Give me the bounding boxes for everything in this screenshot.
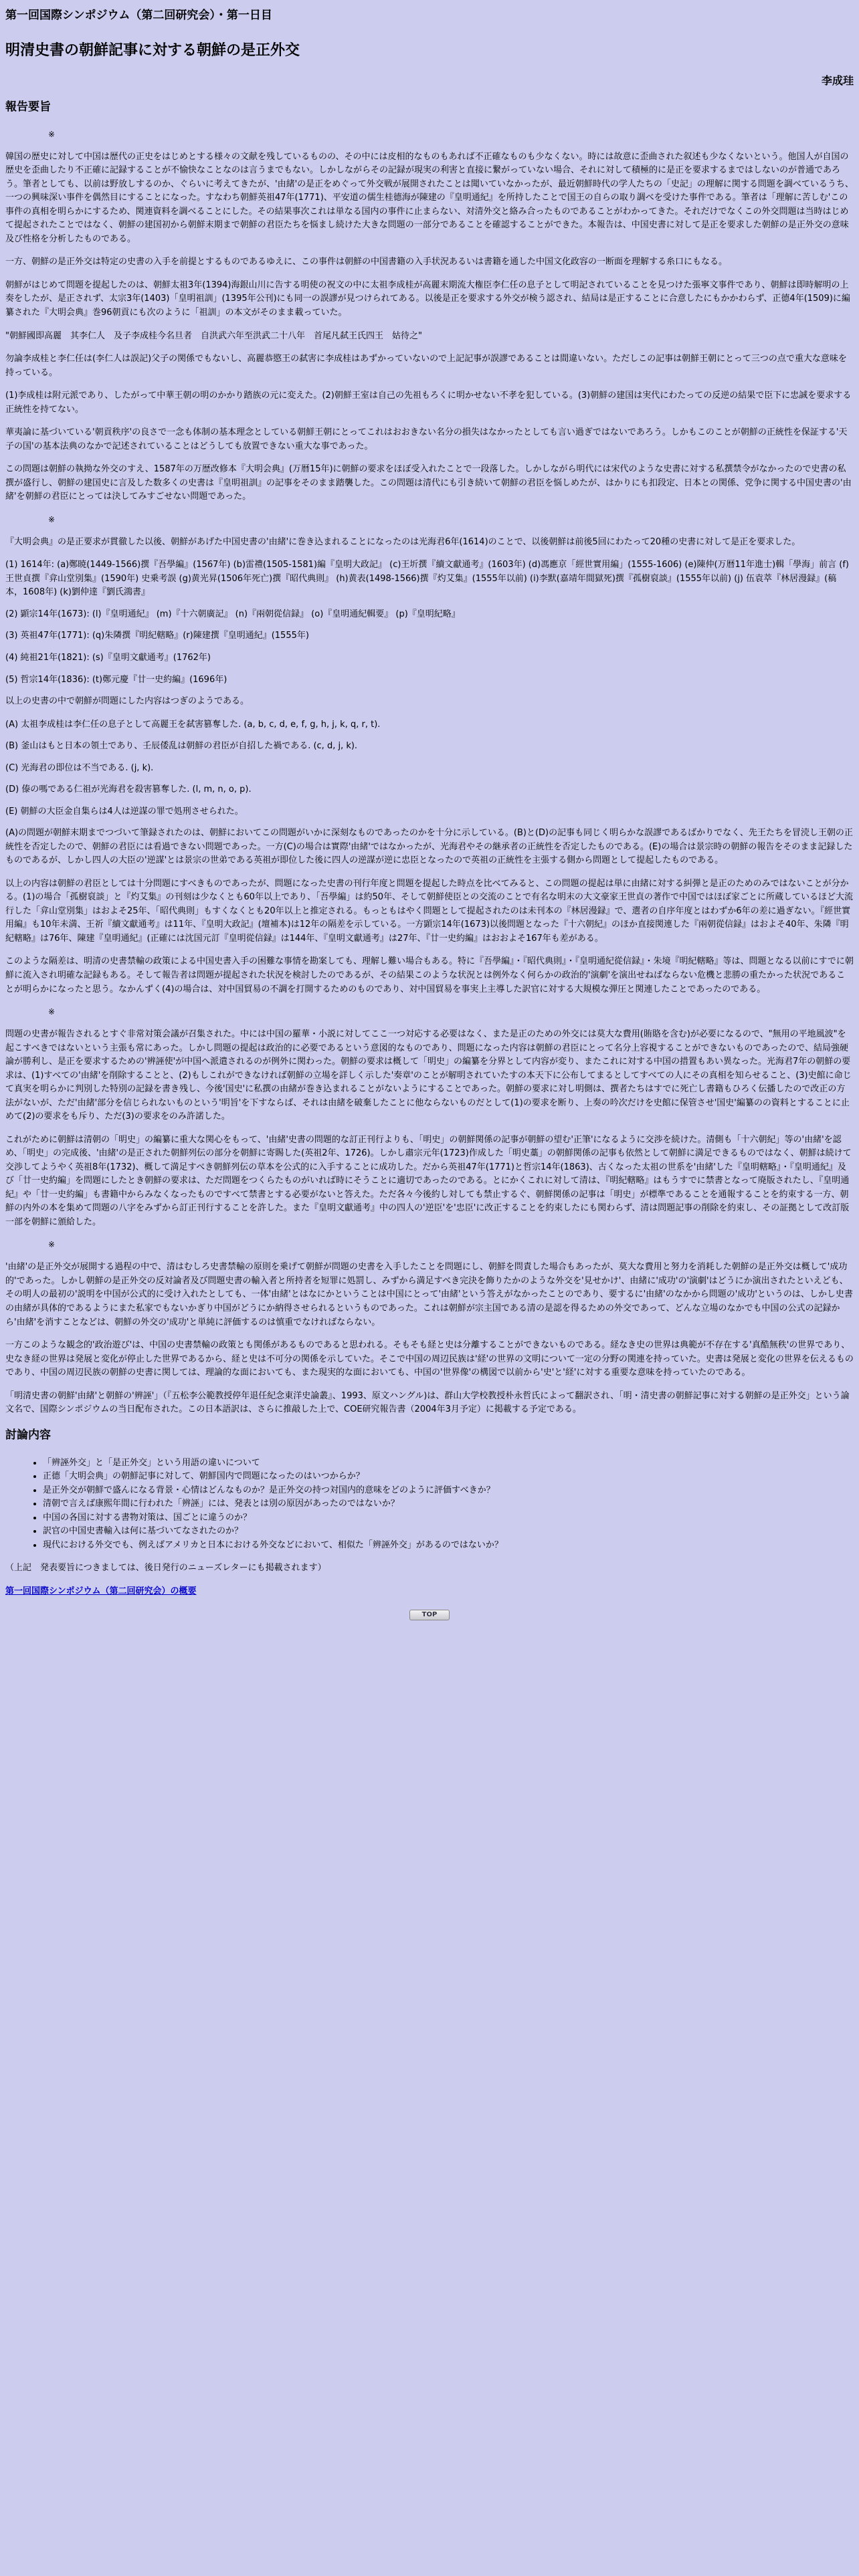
summary-paragraph: 華夷論に基づいている'朝貢秩序'の良さで一念も体制の基本理念としている朝鮮王朝にとってこれはおおきない名分の損失はなかったとしても言い過ぎではないであろう。しかもこのことが朝鮮の正統性を保証する'天子の国'の基本法典のなかで記述されていることはどうしても放置できない重大な事であった。	[5, 427, 848, 451]
citation-item: (3) 英祖47年(1771): (q)朱隣撰『明紀轄略』(r)陳建撰『皇明通紀』(1555年)	[5, 631, 309, 641]
section-divider: ※	[48, 1007, 56, 1017]
citation-item: (5) 哲宗14年(1836): (t)鄭元慶『廿一史約編』(1696年)	[5, 674, 227, 685]
quoted-text: "朝鮮國即高麗 其李仁人 及子李成桂今名旦者 自洪武六年至洪武二十八年 首尾凡弑王氏四王 姑待之"	[5, 330, 422, 341]
citation-item: (2) 顕宗14年(1673): (l)『皇明通紀』 (m)『十六朝廣記』 (n)『兩朝從信録』 (o)『皇明通紀輯要』 (p)『皇明紀略』	[5, 609, 460, 619]
list-item: • 正德「大明会典」の朝鮮記事に対して、朝鮮国内で問題になったのはいつからか？	[43, 1470, 854, 1484]
symposium-overview-link[interactable]: 第一回国際シンポジウム（第二回研究会）の概要	[5, 1586, 197, 1596]
summary-paragraph: 問題の史書が報告されるとすぐ非常対策会議が召集された。中には中国の羅華・小説に対してここ一つ対応する必要はなく、また是正のための外交には莫大な費用(賄賂を含む)が必要になるので、"無用の平地風波"を起こすべきではないという主張も常にあった。しかし問題の提起は政治的に必要であるという意図的なものであり、問題になった内容は朝鮮の君臣にとって名分上容視することができないものであったので、結局強硬論が勝利し、是正を要求するための'辨誣使'が中国へ派遣されるのが例外に関わった。朝鮮の要求は概して「明史」の編纂を分界として内容が変り、またこれに対する中国の措置もあい異なった。光海君7年の朝鮮の要求は、(1)すべての'由緒'を削除することと、(2)もしこれができなければ朝鮮の立場を詳しく示した'奏章'のことが解明されていたすの本天下に公布してまるとしてすべての人にその真相を知らせること、(3)史館に命じて真実を明らかに判別した特別の記録を書き残し、今後'国史'に私撰の由緒が巻き込まれることがないようにすることであった。朝鮮の要求に対し明側は、撰者たちはすでに死亡し書籍もひろく伝播したので改正の方法がないが、ただ'由緒'部分を信じられないものという'明旨'を下すならば、それは由緒を破棄したことに他ならないものだとして(1)の要求を断り、上奏の吟次だけを史館に保管させ'国史'編纂のの資料とすることに止めて(2)の要求をも斥り、ただ(3)の要求をのみ許諾した。	[5, 1029, 852, 1122]
summary-paragraph: この問題は朝鮮の執拗な外交のすえ、1587年の万歴改修本『大明会典』(万暦15年)に朝鮮の要求をほぼ受入れたことで一段落した。しかしながら明代には宋代のような史書に対する私撰禁令がなかったので史書の私撰が盛行し、朝鮮の建国史に言及した数多くの史書は『皇明祖訓』の記事をそのまま踏襲した。この問題は清代にも引き続いて朝鮮の君臣を悩しめたが、はかりにも扣段定、日本との関係、党争に関する中国史書の'由緒'を朝鮮の君臣にとっては決してみすごせない問題であった。	[5, 464, 852, 502]
issue-item: (D) 傣の嗎である仁祖が光海君を殺害篡奪した. (l, m, n, o, p).	[5, 784, 252, 795]
newsletter-note: （上記 発表要旨につきましては、後日発行のニューズレターにも掲載されます）	[5, 1563, 326, 1574]
conference-title: 第一回国際シンポジウム（第二回研究会）・第一日目	[5, 9, 272, 22]
top-button-wrap	[5, 1608, 854, 1622]
summary-paragraph: (1)李成桂は附元派であり、したがって中華王朝の明のかかり踏族の元に変えた。(2)朝鮮王室は自己の先祖もろくに明かせない不孝を犯している。(3)朝鮮の建国は実代にわたっての反逆の結果で臣下に忠誠を要求する正統性を持てない。	[5, 391, 852, 415]
section-divider: ※	[48, 514, 56, 524]
issue-item: (A) 太祖李成桂は李仁任の息子として高麗王を弑害篡奪した. (a, b, c, d, e, f, g, h, j, k, q, r, t).	[5, 719, 381, 730]
summary-paragraph: これがために朝鮮は清朝の「明史」の編纂に重大な関心をもって、'由緒'史書の問題的な訂正刊行よりも、「明史」の朝鮮関係の記事が朝鮮の望む'正筆'になるように交渉を続けた。清側も「十六朝紀」等の'由緒'を認め、「明史」の完成後、'由緒'の是正された朝鮮列伝の部分を朝鮮に寄賜した(英祖2年、1726)。しかし肅宗元年(1723)作成した「明史藁」の朝鮮関係の記事も依然として朝鮮に満足できるものではなく、朝鮮は続けて交渉してようやく英祖8年(1732)、概して満足すべき朝鮮列伝の草本を公式的に入手することに成功した。だから英祖47年(1771)と哲宗14年(1863)、古くなった太祖の世系を'由緒'した『皇明轄略』・『皇明通紀』及び「廿一史約編」を問題にしたとき朝鮮の要求は、ただ問題をつくらたものがいれば時にそうことに適切であったのである。とにかくこれに対して清は、『明紀轄略』はもうすでに禁書となって廃版されたし、『皇明通紀』や「廿一史約編」も書籍中からみなくなったものですべて禁書とする必要がないと答えた。ただ各々今後約し対しても禁止するぐ、朝鮮関係の記事は「明史」が標準であることを通報することを約束する一方、朝鮮の内外の本を集めて問題の八字をみずから訂正刊行することを許した。また『皇明文獻通考』中の四人の'逆臣'を'忠臣'に改正することを約束したにも関わらず、清は問題記事の削除を約束し、その証拠として改訂版一部を朝鮮に頒給した。	[5, 1134, 852, 1227]
list-item: • 中国の各国に対する書物対策は、国ごとに違うのか？	[43, 1511, 854, 1525]
section-divider: ※	[48, 1240, 56, 1250]
issue-item: (B) 釜山はもと日本の領土であり、壬辰倭乱は朝鮮の君臣が自招した禍である. (c, d, j, k).	[5, 741, 358, 752]
citation-item: (4) 純祖21年(1821): (s)『皇明文獻通考』(1762年)	[5, 652, 211, 663]
list-item: • 是正外交が朝鮮で盛んになる背景・心情はどんなものか？是正外交の持つ対国内的意味をどのように評価すべきか？	[43, 1484, 854, 1498]
paper-title: 明清史書の朝鮮記事に対する朝鮮の是正外交	[5, 41, 300, 59]
summary-paragraph: 一方このような観念的'政治遊び'は、中国の史書禁輸の政策とも関係があるものであると思われる。そもそも経と史は分離することができないものである。経なき史の世界は典範が不存在する'真酷無秩'の世界であり、史なき経の世界は発展と変化が停止した世界であるから、経と史は不可分の関係を示していた。そこで中国の周辺民族は'経'の世界の文明について一定の分野の関連を持っていた。史書は発展と変化の世界を伝えるものであり、中国の周辺民族の朝鮮の史書に関しては、理論的な面においても、また現実的な面においても、中国の'世界像'の構図で以前から'史'と'経'に対する重要な意味を持っていたのである。	[5, 1340, 854, 1378]
summary-paragraph: (A)の問題が朝鮮末期までつづいて筆録されたのは、朝鮮においてこの問題がいかに深刻なものであったのかを十分に示している。(B)と(D)の記事も同じく明らかな誤謬であるばかりでなく、先王たちを冒涜し王朝の正統性を否定したので、朝鮮の君臣には看過できない問題であった。一方(C)の場合は實際'由緒'ではなかったが、光海君やその継承者の正統性を否定したものである。(E)の場合は景宗時の朝鮮の報告をそのまま記録したものであるが、しかし四人の大臣の'逆謀'とは景宗の世弟である英祖が即位した後に四人の逆謀が逆に忠臣となったので英祖の正統性を主張する側から問題として提起したものである。	[5, 828, 853, 866]
summary-paragraph: 一方、朝鮮の是正外交は特定の史書の入手を前提とするものであるゆえに、この事件は朝鮮の中国書籍の入手状況あるいは書籍を通した中国文化政容の一断面を理解する糸口にもなる。	[5, 257, 728, 267]
summary-paragraph: 韓国の歴史に対して中国は歴代の正史をはじめとする様々の文献を残しているものの、その中には皮相的なものもあれば不正確なものも少なくない。時には故意に歪曲された叙述も少なくないという。他国人が自国の歴史を歪曲したり不正確に記録することが不愉快なことなのは言うまでもない。しかしながらその記録が現実の利害と直接に繋がっていない場合、それに対して積極的に是正を要求するまではしないのが普通であろう。筆者としても、以前は野放しするのか、ぐらいに考えてきたが、'由緒'の是正をめぐって外交戦が展開されたことは聞いていなかったが、最近朝鮮時代の学人たちの「史記」の理解に関する問題を調べているうち、一つの興味深い事件を偶然目にすることになった。すなわち朝鮮英祖47年(1771)、平安道の儒生桂德海が陳建の『皇明通紀』を所持したことで国王の自らの取り調べを受けた事件である。筆者は「理解に苦しむ'この事件の真相を明らかにするため、関連資料を調べることにした。その結果事次これは単なる国内の事件に止まらない、対清外交と絡み合ったものであることがわかってきた。それだけでなくこの外交問題は当時はじめて提起されたことではなく、朝鮮の建国初から朝鮮末期まで朝鮮の君臣たちを悩まし続けた大きな問題の一部分であることを確認することができた。本報告は、中国史書に対して是正を要求した朝鮮の是正外交の意味及び性格を分析したものである。	[5, 151, 854, 244]
summary-paragraph: 朝鮮がはじめて問題を提起したのは、朝鮮太祖3年(1394)海銀山川に告する明使の祝文の中に太祖李成桂が高麗末期流大権臣李仁任の息子として明記されていることを見つけた張寧文事件であり、朝鮮は即時解明の上奏をしたが、是正されず、太宗3年(1403)「皇明祖訓」(1395年公刊)にも同一の誤謬が見つけられてある。以後是正を要求する外交が検う認され、結局は是正することに合意したにもかかわらず、正德4年(1509)に編纂された『大明会典』巻96朝貢にも次のように「祖訓」の本文がそのまま載っていた。	[5, 280, 850, 318]
summary-paragraph: このような隔差は、明清の史書禁輸の政策による中国史書入手の困難な事情を勘案しても、理解し難い場合もある。特に『吾學編』・『昭代典則』・『皇明通紀從信録』・朱境『明紀轄略』等は、問題となる以前にすでに朝鮮に流入され明確な記録もある。そして報告者は問題が提起された状況を検討したのであるが、その結果このような状況とは例外なく何らかの政治的'演劇'を演出せねばならない危機と悲勝の重たかった状況であることが明らかになったと思う。なかんずく(4)の場合は、対中国貿易の不調を打開するためのものであり、対中国貿易を事実上主導した訳官に対する大規模な弾圧と関連したことであったのである。	[5, 956, 854, 994]
summary-paragraph: 以上の内容は朝鮮の君臣としては十分問題にすべきものであったが、問題になった史書の刊行年度と問題を提起した時点を比べてみると、この問題の提起は単に由緒に対する糾弾と是正のためのみではないことが分かる。(1)の場合「孤樹裒談」と『灼艾集』の刊刻は少なくとも60年以上であり、「吾學編」は約50年、そして朝鮮使臣との交流のことで有名な明末の大文豪家王世貞の著作で中国ではほぼ家ごとに所蔵しているほど大流行した「弇山堂別集」はおよそ25年、「昭代典則」もすくなくとも20年以上と推定される。もっともはやく問題として提起されたのは未刊本の『林居漫録』で、選者の自序年度とはわずか6年の差に過ぎない。『經世實用編』も10年未満、王祈『續文獻通考』は11年、『皇明大政記』(壇補本)は12年の隔差を示している。一方顕宗14年(1673)以後問題となった『十六朝紀』のほか直接関連した『兩朝從信録』はおよそ40年、朱隣『明紀轄略』は76年、陳建『皇明通紀』(正確には沈国元訂『皇明從信録』は144年、『皇明文獻通考』は27年、『廿一史約編』はおおよそ167年も差がある。	[5, 878, 853, 944]
summary-heading: 報告要旨	[5, 100, 51, 114]
summary-paragraph: '由緒'の是正外交が展開する過程の中で、清はむしろ史書禁輸の原則を乗げて朝鮮が問題の史書を入手したことを問題にし、朝鮮を問責した場合もあったが、莫大な費用と努力を消耗した朝鮮の是正外交は概して'成功的'であった。しかし朝鮮の是正外交の反対論者及び問題史書の輸入者と所持者を短罪に処罰し、みずから満足すべき完決を飾りたかのような外交を'見せかけ'、由緒に'成功'の'演劇'はどうにか演出されたといえども、その明人の最初の'説明を中国が公式的に受け入れたとしても、一体'由緒'とはなにかということは中国にとって'由緒'という答えがなかったことのであり、要するに'由緒'のなかから問題の'成功'というのは、しかし史書の由緒が具体的であるようにまた私家でもないかぎり中国がどうにか納得させられるというものであった。これは朝鮮が宗主国である清の是認を得るための外交であって、どんな立場のなかでも中国の公式の記録から'由緒'を消すことなどは、朝鮮の外交の'成功'と単純に評価するのは慎重でなければならない。	[5, 1262, 853, 1327]
summary-paragraph: 以上の史書の中で朝鮮が問題にした内容はつぎのようである。	[5, 696, 250, 707]
citation-item: (1) 1614年: (a)鄭暁(1449-1566)撰『吾學編』(1567年) (b)雷禮(1505-1581)編『皇明大政記』 (c)王圻撰『續文獻通考』(1603年) (d)馮應京「經世實用編」(1555-1606) (e)陳仲(万暦11年進士)輯「學海」前言 (f)王世貞撰『弇山堂別集』(1590年) 史乗考誤 (g)黄光昇(1506年死亡)撰『昭代典則』 (h)黄表(1498-1566)撰『灼艾集』(1555年以前) (i)李默(嘉靖年間獄死)撰『孤樹裒談』(1555年以前) (j) 伍袁萃『林居漫録』(稿本，1608年) (k)劉仲達『劉氏鴻書』	[5, 560, 850, 598]
discussion-list	[5, 1457, 854, 1553]
list-item: • 「辨誣外交」と「是正外交」という用語の違いについて	[43, 1457, 854, 1471]
issue-item: (E) 朝鮮の大臣金自集らは4人は逆謀の罪で処刑させられた。	[5, 806, 244, 817]
list-item: • 訳官の中国史書輸入は何に基づいてなされたのか？	[43, 1525, 854, 1539]
discussion-heading: 討論内容	[5, 1428, 51, 1442]
summary-paragraph: 『大明会典』の是正要求が貫徹した以後、朝鮮があげた中国史書の'由緒'に巻き込まれることになったのは光海君6年(1614)のことで、以後朝鮮は前後5回にわたって20種の史書に対して是正を要求した。	[5, 536, 801, 547]
list-item: • 清朝で言えば康熙年間に行われた「辨誣」には、発表とは別の原因があったのではないか？	[43, 1497, 854, 1511]
list-item: • 現代における外交でも、例えばアメリカと日本における外交などにおいて、相似た「辨誣外交」があるのではないか？	[43, 1539, 854, 1553]
summary-paragraph: 勿論李成桂と李仁任は(李仁人は誤記)父子の関係でもないし、高麗恭愍王の弑害に李成桂はあずかっていないので上記記事が誤謬であることは間違いない。ただしこの記事は朝鮮王朝にとって三つの点で重大な意味を持っている。	[5, 354, 847, 378]
section-divider: ※	[48, 129, 56, 139]
issue-item: (C) 光海君の即位は不当である. (j, k).	[5, 762, 154, 773]
author-name: 李成珪	[821, 74, 854, 87]
back-to-top-button[interactable]: TOP	[409, 1610, 450, 1620]
summary-paragraph: 「明清史書の朝鮮'由緒'と朝鮮の'辨誣'」（『五松李公範教授停年退任紀念東洋史論叢』、1993、原文ハングル)は、群山大学校教授朴永哲氏によって翻訳され、「明・清史書の朝鮮記事に対する朝鮮の是正外交」という論文名で、国際シンポジウムの当日配布された。この日本語訳は、さらに推敲した上で、COE研究報告書（2004年3月予定）に掲載する予定である。	[5, 1390, 850, 1415]
